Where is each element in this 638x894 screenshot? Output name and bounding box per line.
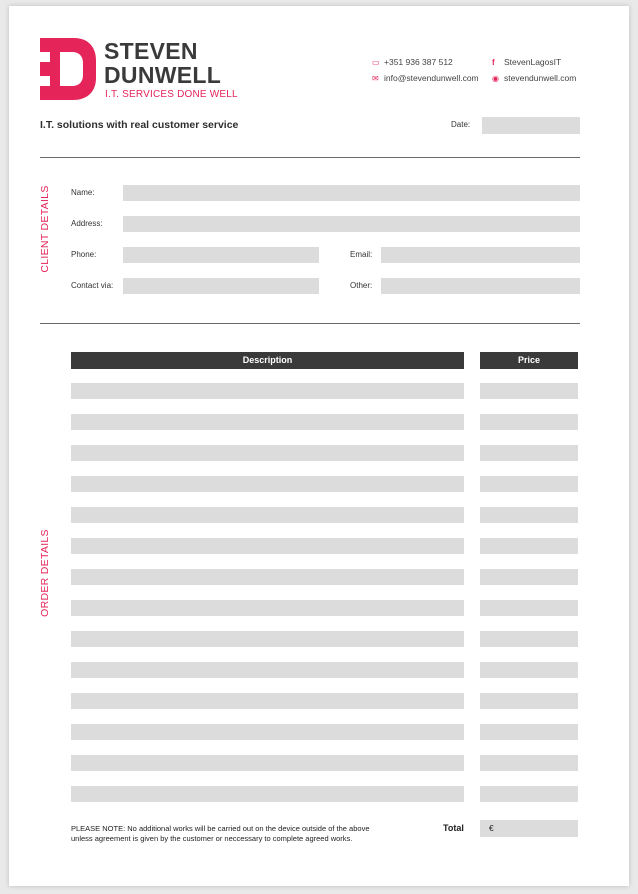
price-cell[interactable] [480,693,578,709]
price-cell[interactable] [480,383,578,399]
price-cell[interactable] [480,662,578,678]
phone-label: Phone: [71,250,97,259]
logo-icon [40,38,96,100]
description-cell[interactable] [71,445,464,461]
description-cell[interactable] [71,569,464,585]
date-field[interactable] [482,117,580,134]
mail-icon: ✉ [372,73,379,83]
description-cell[interactable] [71,631,464,647]
description-header: Description [71,352,464,369]
brand-name-line2: DUNWELL [104,62,222,88]
price-cell[interactable] [480,631,578,647]
total-field[interactable] [480,820,578,837]
contact-facebook-text: StevenLagosIT [504,57,562,67]
price-cell[interactable] [480,538,578,554]
other-label: Other: [350,281,373,290]
description-cell[interactable] [71,724,464,740]
address-label: Address: [71,219,103,228]
description-cell[interactable] [71,383,464,399]
description-cell[interactable] [71,662,464,678]
description-cell[interactable] [71,786,464,802]
divider [40,323,580,324]
description-cell[interactable] [71,538,464,554]
date-label: Date: [451,120,471,129]
description-cell[interactable] [71,507,464,523]
divider [40,157,580,158]
address-field[interactable] [123,216,580,232]
name-field[interactable] [123,185,580,201]
price-cell[interactable] [480,755,578,771]
other-field[interactable] [381,278,580,294]
total-label: Total [443,823,464,833]
brand-name [104,39,221,87]
contact-website [492,73,576,83]
contact-email [372,73,479,83]
globe-icon: ◉ [492,73,499,83]
brand-name-line1: STEVEN [104,38,198,64]
price-header: Price [480,352,578,369]
contact-phone-text: +351 936 387 512 [384,57,453,67]
price-cell[interactable] [480,507,578,523]
description-cell[interactable] [71,476,464,492]
price-cell[interactable] [480,476,578,492]
description-cell[interactable] [71,414,464,430]
price-cell[interactable] [480,414,578,430]
email-label: Email: [350,250,373,259]
brand-tagline: I.T. SERVICES DONE WELL [105,89,238,100]
name-label: Name: [71,188,95,197]
client-details-label: CLIENT DETAILS [39,185,51,273]
order-details-label: ORDER DETAILS [39,529,51,617]
phone-icon: ▭ [372,57,380,67]
facebook-icon: f [492,57,495,67]
contact-via-field[interactable] [123,278,319,294]
contact-via-label: Contact via: [71,281,114,290]
price-cell[interactable] [480,445,578,461]
price-cell[interactable] [480,600,578,616]
email-field[interactable] [381,247,580,263]
description-cell[interactable] [71,600,464,616]
price-cell[interactable] [480,724,578,740]
price-cell[interactable] [480,786,578,802]
description-cell[interactable] [71,693,464,709]
description-cell[interactable] [71,755,464,771]
phone-field[interactable] [123,247,319,263]
slogan: I.T. solutions with real customer service [40,119,239,131]
footer-note: PLEASE NOTE: No additional works will be carried out on the device outside of the above unless agreement is given by the customer or neccessary to complete agreed works. [71,824,370,843]
contact-facebook [492,57,561,67]
contact-phone [372,57,453,67]
contact-website-text: stevendunwell.com [504,73,577,83]
currency-symbol: € [489,823,494,833]
price-cell[interactable] [480,569,578,585]
contact-email-text: info@stevendunwell.com [384,73,479,83]
